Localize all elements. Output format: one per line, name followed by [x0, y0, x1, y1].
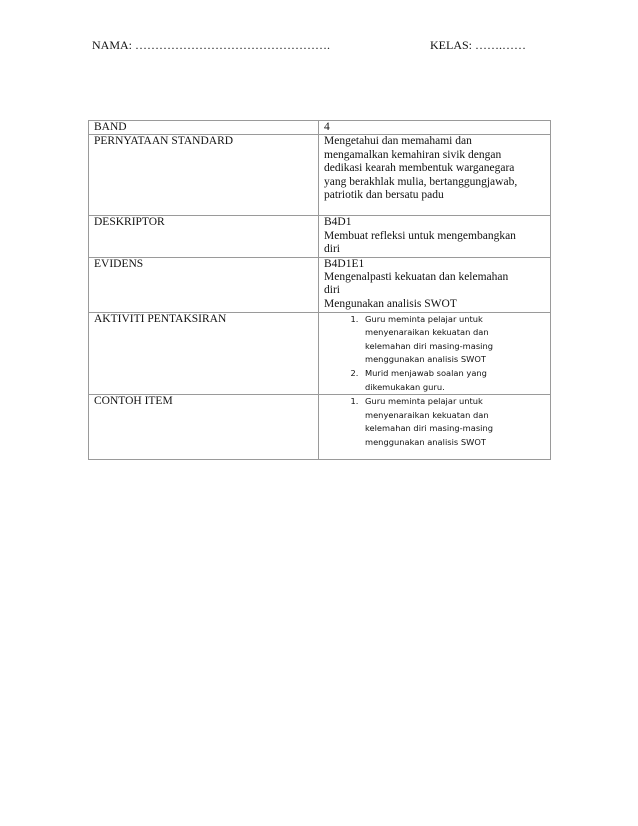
band-label: BAND — [89, 121, 319, 135]
text-line: Mengunakan analisis SWOT — [324, 297, 457, 310]
pernyataan-standard-label: PERNYATAAN STANDARD — [89, 135, 319, 216]
table-row — [89, 395, 551, 460]
aktiviti-pentaksiran-value — [319, 312, 551, 395]
text-line: dikemukakan guru. — [365, 381, 445, 392]
text-line: menyenaraikan kekuatan dan — [365, 409, 489, 420]
text-line: menggunakan analisis SWOT — [365, 354, 486, 365]
list-item — [361, 313, 547, 367]
text-line: B4D1E1 — [324, 257, 365, 270]
text-line: kelemahan diri masing-masing — [365, 340, 493, 351]
aktiviti-pentaksiran-label: AKTIVITI PENTAKSIRAN — [89, 312, 319, 395]
text-line: mengamalkan kemahiran sivik dengan — [324, 148, 502, 161]
band-value: 4 — [319, 121, 551, 135]
text-line: menyenaraikan kekuatan dan — [365, 327, 489, 338]
deskriptor-value — [319, 216, 551, 257]
text-line: Mengenalpasti kekuatan dan kelemahan — [324, 271, 509, 284]
text-line: 2. Murid menjawab soalan yang — [365, 368, 487, 378]
contoh-item-label: CONTOH ITEM — [89, 395, 319, 460]
deskriptor-label: DESKRIPTOR — [89, 216, 319, 257]
text-line: dedikasi kearah membentuk warganegara — [324, 162, 515, 175]
text-line: patriotik dan bersatu padu — [324, 189, 444, 202]
text-line: B4D1 — [324, 216, 352, 229]
nama-field: NAMA: …………………………………………. — [92, 38, 331, 52]
text-line: diri — [324, 243, 340, 256]
contoh-list — [324, 395, 547, 449]
table-row — [89, 257, 551, 312]
table-row — [89, 121, 551, 135]
text-line: 1. Guru meminta pelajar untuk — [365, 313, 483, 324]
evidens-label: EVIDENS — [89, 257, 319, 312]
list-item — [361, 395, 547, 449]
table-row — [89, 312, 551, 395]
table-row — [89, 135, 551, 216]
standard-table — [88, 120, 551, 460]
text-line: Mengetahui dan memahami dan — [324, 135, 472, 148]
text-line: 1. Guru meminta pelajar untuk — [365, 396, 483, 407]
contoh-item-value — [319, 395, 551, 460]
text-line: menggunakan analisis SWOT — [365, 436, 486, 447]
text-line: diri — [324, 284, 340, 297]
list-item — [361, 367, 547, 394]
text-line: kelemahan diri masing-masing — [365, 423, 493, 434]
kelas-field: KELAS: …….…… — [430, 38, 526, 52]
text-line: yang berakhlak mulia, bertanggungjawab, — [324, 175, 518, 188]
pernyataan-standard-value — [319, 135, 551, 216]
aktiviti-list — [324, 313, 547, 395]
text-line: Membuat refleksi untuk mengembangkan — [324, 229, 516, 242]
evidens-value — [319, 257, 551, 312]
table-row — [89, 216, 551, 257]
